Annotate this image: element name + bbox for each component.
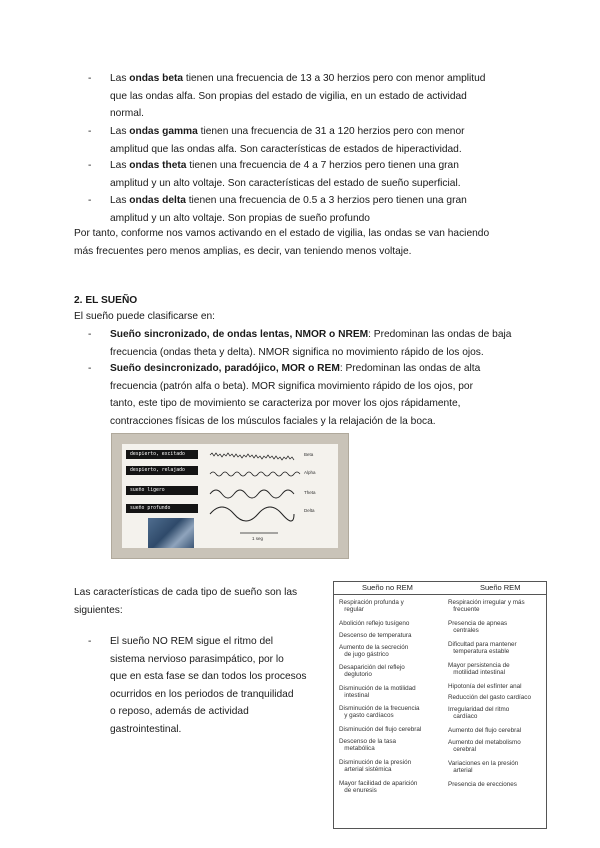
sleeping-person-image <box>148 518 194 548</box>
table-cell: Aumento de la secreción de jugo gástrico <box>339 644 409 659</box>
table-cell: Mayor persistencia de motilidad intestinal <box>448 662 510 677</box>
bullet-sueno-desincronizado: - Sueño desincronizado, paradójico, MOR o REM: Predominan las ondas de alta frecuencia (patrón alfa o beta). MOR significa movimiento rápido de los ojos, por tanto, este tipo de movimiento se caracteriza por mover los ojos rápidamente, contracciones físicas de los músculos faciales y la relajación de la boca. <box>88 360 530 430</box>
table-cell: Desaparición del reflejo deglutorio <box>339 664 405 679</box>
term-bold: Sueño sincronizado, de ondas lentas, NMOR o NREM <box>110 329 369 340</box>
term-bold: ondas beta <box>129 73 184 84</box>
header-rem: Sueño REM <box>480 583 521 592</box>
table-cell: Descenso de temperatura <box>339 632 412 639</box>
bullet-ondas-gamma: - Las ondas gamma tienen una frecuencia de 31 a 120 herzios pero con menor amplitud que las ondas alfa. Son características de estados de hiperactividad. <box>88 123 530 158</box>
bullet-dash: - <box>88 195 92 206</box>
intro-text: El sueño puede clasificarse en: <box>74 311 216 322</box>
bullet-ondas-theta: - Las ondas theta tienen una frecuencia de 4 a 7 herzios pero tienen una gran amplitud y un alto voltaje. Son características del estado de sueño superficial. <box>88 157 530 192</box>
bullet-dash: - <box>88 363 92 374</box>
theta-wave <box>210 490 294 498</box>
wave-tag: Beta <box>304 452 314 457</box>
table-cell: Presencia de apneas centrales <box>448 620 508 635</box>
table-cell: Mayor facilidad de aparición de enuresis <box>339 780 418 795</box>
table-cell: Abolición reflejo tusígeno <box>339 620 410 627</box>
table-cell: Hipotonía del esfínter anal <box>448 683 522 690</box>
sleep-comparison-table <box>333 581 547 829</box>
alpha-wave <box>210 472 300 476</box>
wave-tag: Theta <box>304 490 316 495</box>
bullet-dash: - <box>88 636 92 647</box>
table-cell: Aumento del flujo cerebral <box>448 727 522 734</box>
eeg-board <box>122 444 338 548</box>
table-cell: Disminución de la frecuencia y gasto cardíacos <box>339 705 420 720</box>
eeg-waves-photo <box>111 433 349 559</box>
table-cell: Disminución de la motilidad intestinal <box>339 685 416 700</box>
bullet-nrem: - El sueño NO REM sigue el ritmo del sistema nervioso parasimpático, por lo que en esta fase se dan todos los procesos ocurridos en los periodos de tranquilidad o reposo, además de actividad gastrointestinal. <box>88 633 328 738</box>
bullet-ondas-beta: - Las ondas beta tienen una frecuencia de 13 a 30 herzios pero con menor amplitud que las ondas alfa. Son propias del estado de vigilia, en un estado de actividad normal. <box>88 70 530 123</box>
bullet-ondas-delta: - Las ondas delta tienen una frecuencia de 0.5 a 3 herzios pero tienen una gran amplitud y un alto voltaje. Son propias de sueño profundo <box>88 192 530 227</box>
table-cell: Variaciones en la presión arterial <box>448 760 519 775</box>
characteristics-intro: Las características de cada tipo de sueño son las siguientes: <box>74 587 298 616</box>
wave-label: sueño ligero <box>126 486 198 495</box>
term-bold: ondas gamma <box>129 126 198 137</box>
wave-label: despierto, excitado <box>126 450 198 459</box>
scale-label: 1 seg <box>252 536 264 541</box>
table-cell: Disminución de la presión arterial sistémica <box>339 759 412 774</box>
wave-label: sueño profundo <box>126 504 198 513</box>
table-cell: Dificultad para mantener temperatura estable <box>448 641 517 656</box>
table-header <box>334 582 546 595</box>
term-bold: ondas theta <box>129 160 187 171</box>
header-nrem: Sueño no REM <box>362 583 413 592</box>
table-cell: Presencia de erecciones <box>448 781 517 788</box>
wave-tag: Delta <box>304 508 315 513</box>
table-cell: Respiración irregular y más frecuente <box>448 599 525 614</box>
table-cell: Respiración profunda y regular <box>339 599 404 614</box>
bullet-dash: - <box>88 73 92 84</box>
paragraph-vigilia: Por tanto, conforme nos vamos activando en el estado de vigilia, las ondas se van haciendo más frecuentes pero menos amplias, es decir, van teniendo menos voltaje. <box>74 228 490 257</box>
table-cell: Irregularidad del ritmo cardíaco <box>448 706 510 721</box>
term-bold: ondas delta <box>129 195 186 206</box>
delta-wave <box>210 507 294 521</box>
bullet-dash: - <box>88 126 92 137</box>
bullet-dash: - <box>88 329 92 340</box>
wave-label: despierto, relajado <box>126 466 198 475</box>
table-cell: Descenso de la tasa metabólica <box>339 738 397 753</box>
bullet-dash: - <box>88 160 92 171</box>
table-cell: Aumento del metabolismo cerebral <box>448 739 521 754</box>
term-bold: Sueño desincronizado, paradójico, MOR o REM <box>110 363 340 374</box>
table-cell: Disminución del flujo cerebral <box>339 726 422 733</box>
table-cell: Reducción del gasto cardíaco <box>448 694 531 701</box>
bullet-sueno-sincronizado: - Sueño sincronizado, de ondas lentas, NMOR o NREM: Predominan las ondas de baja frecuencia (ondas theta y delta). NMOR significa no movimiento rápido de los ojos. <box>88 326 530 361</box>
wave-tag: Alpha <box>304 470 316 475</box>
beta-wave <box>210 453 294 460</box>
section-heading: 2. EL SUEÑO <box>74 295 138 306</box>
